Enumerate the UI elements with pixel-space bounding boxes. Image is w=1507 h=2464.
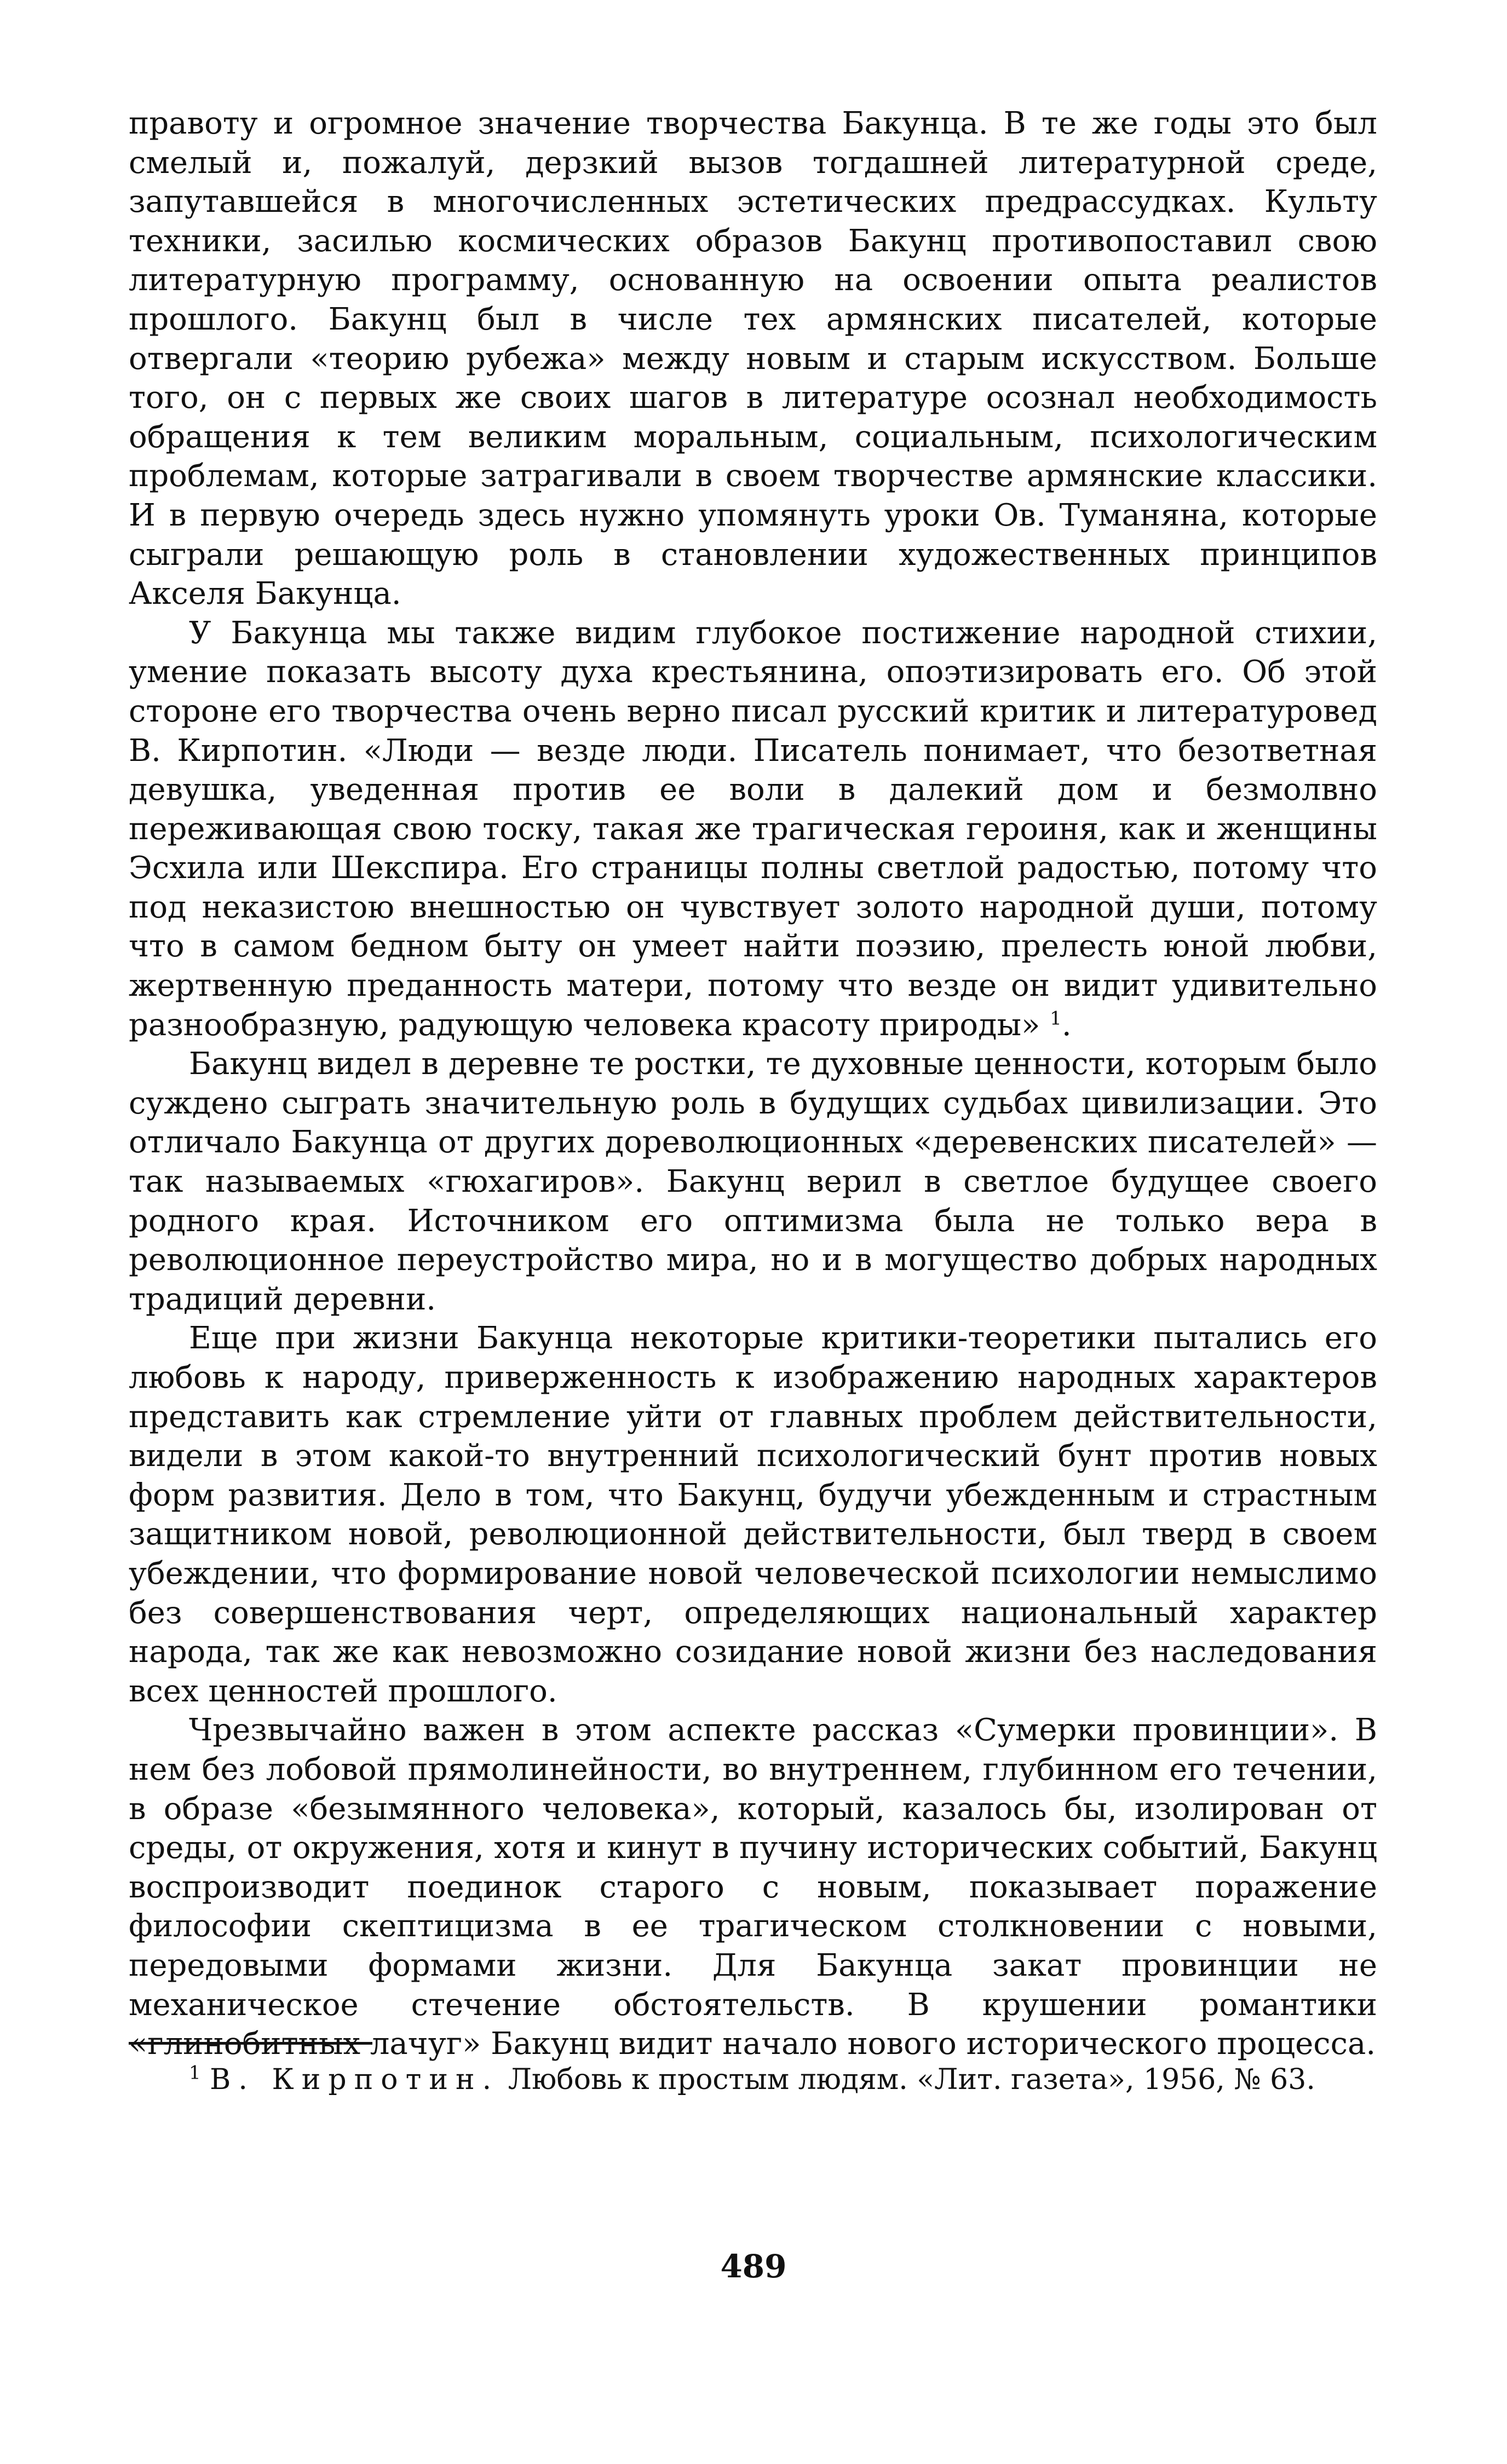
footnote-marker: 1 — [189, 2062, 201, 2084]
footnote-text: Любовь к простым людям. «Лит. газета», 1956, № 63. — [508, 2063, 1315, 2096]
footnote-author: В. Кирпотин. — [210, 2063, 499, 2096]
footnote-reference: 1 — [1050, 1007, 1062, 1029]
main-text — [129, 104, 1377, 2064]
footnote-line — [129, 2061, 1377, 2098]
page-number: 489 — [720, 2248, 787, 2285]
paragraph-3: Бакунц видел в деревне те ростки, те духовные ценности, которым было суждено сыграть значительную роль в будущих судьбах цивилизации. Это отличало Бакунца от других дореволюционных «деревенских писателей» — так называемых «гюхагиров». Бакунц верил в светлое будущее своего родного края. Источником его оптимизма была не только вера в революционное переустройство мира, но и в могущество добрых народных традиций деревни. — [129, 1046, 1377, 1317]
paragraph-2-text: У Бакунца мы также видим глубокое постижение народной стихии, умение показать высоту духа крестьянина, опоэтизировать его. Об этой стороне его творчества очень верно писал русский критик и литературовед В. Кирпотин. «Люди — везде люди. Писатель понимает, что безответная девушка, уведенная против ее воли в далекий дом и безмолвно переживающая свою тоску, такая же трагическая героиня, как и женщины Эсхила или Шекспира. Его страницы полны светлой радостью, потому что под неказистою внешностью он чувствует золото народной души, потому что в самом бедном быту он умеет найти поэзию, прелесть юной любви, жертвенную преданность матери, потому что везде он видит удивительно разнообразную, радующую человека красоту природы» — [129, 615, 1377, 1043]
footnote — [129, 2061, 1377, 2098]
paragraph-2: У Бакунца мы также видим глубокое постижение народной стихии, умение показать высоту духа крестьянина, опоэтизировать его. Об этой стороне его творчества очень верно писал русский критик и литературовед В. Кирпотин. «Люди — везде люди. Писатель понимает, что безответная девушка, уведенная против ее воли в далекий дом и безмолвно переживающая свою тоску, такая же трагическая героиня, как и женщины Эсхила или Шекспира. Его страницы полны светлой радостью, потому что под неказистою внешностью он чувствует золото народной души, потому что в самом бедном быту он умеет найти поэзию, прелесть юной любви, жертвенную преданность матери, потому что везде он видит удивительно разнообразную, радующую человека красоту природы» $^1$. — [129, 615, 1377, 1043]
paragraph-5: Чрезвычайно важен в этом аспекте рассказ «Сумерки провинции». В нем без лобовой прямолинейности, во внутреннем, глубинном его течении, в образе «безымянного человека», который, казалось бы, изолирован от среды, от окружения, хотя и кинут в пучину исторических событий, Бакунц воспроизводит поединок старого с новым, показывает поражение философии скептицизма в ее трагическом столкновении с новыми, передовыми формами жизни. Для Бакунца закат провинции не механическое стечение обстоятельств. В крушении романтики «глинобитных лачуг» Бакунц видит начало нового исторического процесса. — [129, 1712, 1377, 2062]
paragraph-4: Еще при жизни Бакунца некоторые критики-теоретики пытались его любовь к народу, приверженность к изображению народных характеров представить как стремление уйти от главных проблем действительности, видели в этом какой-то внутренний психологический бунт против новых форм развития. Дело в том, что Бакунц, будучи убежденным и страстным защитником новой, революционной действительности, был тверд в своем убеждении, что формирование новой человеческой психологии немыслимо без совершенствования черт, определяющих национальный характер народа, так же как невозможно созидание новой жизни без наследования всех ценностей прошлого. — [129, 1320, 1377, 1709]
paragraph-1: правоту и огромное значение творчества Бакунца. В те же годы это был смелый и, пожалуй, дерзкий вызов тогдашней литературной среде, запутавшейся в многочисленных эстетических предрассудках. Культу техники, засилью космических образов Бакунц противопоставил свою литературную программу, основанную на освоении опыта реалистов прошлого. Бакунц был в числе тех армянских писателей, которые отвергали «теорию рубежа» между новым и старым искусством. Больше того, он с первых же своих шагов в литературе осознал необходимость обращения к тем великим моральным, социальным, психологическим проблемам, которые затрагивали в своем творчестве армянские классики. И в первую очередь здесь нужно упомянуть уроки Ов. Туманяна, которые сыграли решающую роль в становлении художественных принципов Акселя Бакунца. — [129, 106, 1377, 612]
footnote-divider — [129, 2042, 372, 2045]
